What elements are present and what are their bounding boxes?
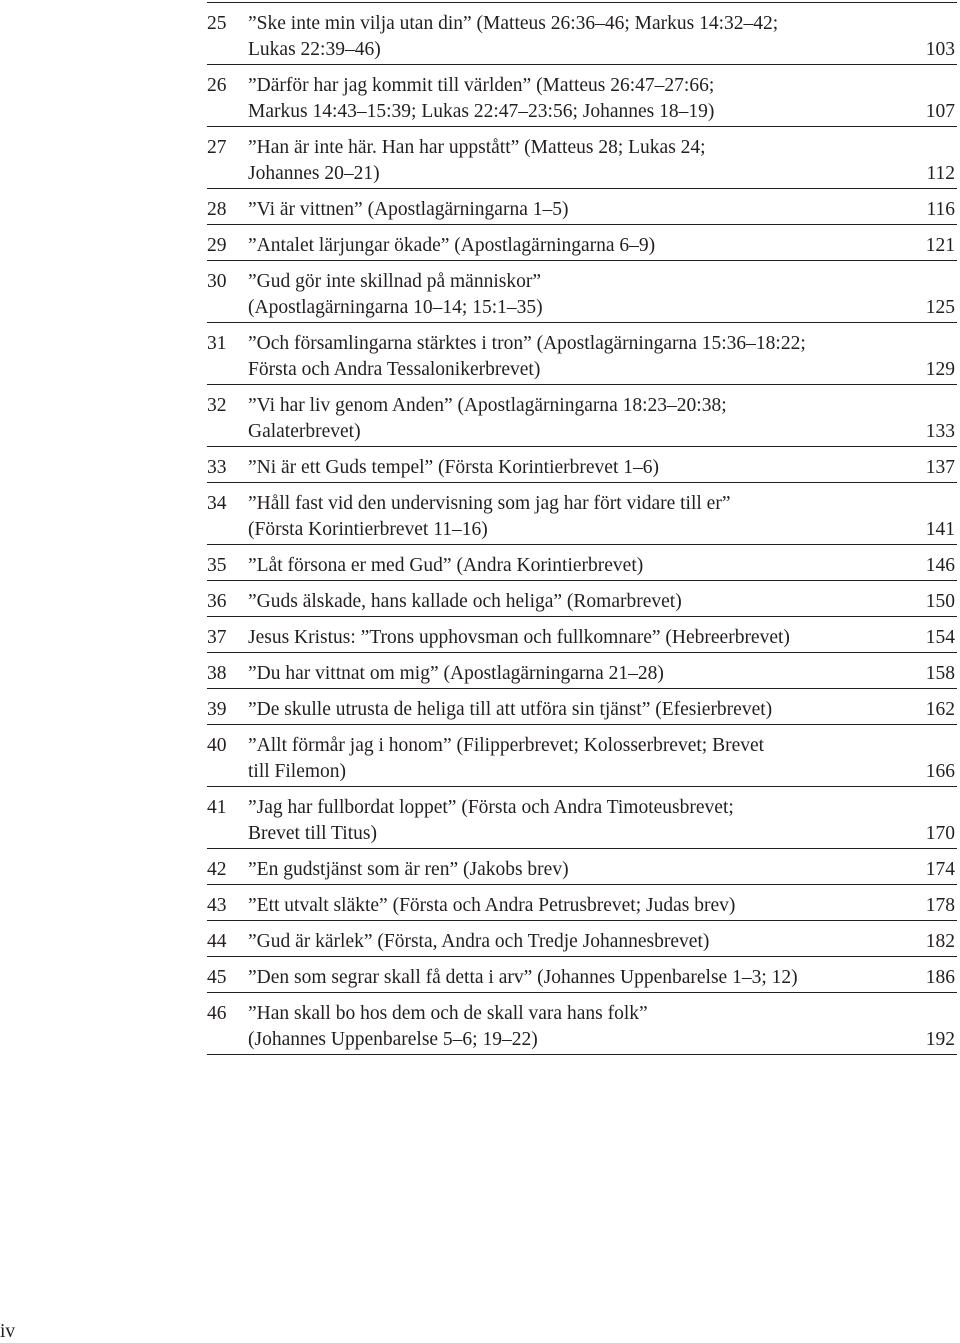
chapter-title [248,857,908,883]
chapter-number: 26 [207,75,227,96]
chapter-title [248,331,908,383]
chapter-title-line: ”Jag har fullbordat loppet” (Första och Andra Timoteusbrevet; [248,797,734,818]
chapter-title [248,11,908,63]
chapter-title [248,1001,908,1053]
toc-entry [207,322,957,384]
chapter-number: 37 [207,627,227,648]
page-number: 154 [925,627,955,648]
chapter-number: 39 [207,699,227,720]
page-number: 125 [925,297,955,318]
chapter-title [248,589,908,615]
chapter-number: 27 [207,137,227,158]
chapter-title-line: ”Håll fast vid den undervisning som jag har fört vidare till er” [248,493,731,514]
chapter-title-line: ”Antalet lärjungar ökade” (Apostlagärningarna 6–9) [248,235,656,256]
chapter-number: 38 [207,663,227,684]
toc-entry [207,616,957,652]
chapter-title-line: ”Allt förmår jag i honom” (Filipperbrevet; Kolosserbrevet; Brevet [248,735,765,756]
chapter-title-line: ”Därför har jag kommit till världen” (Matteus 26:47–27:66; [248,75,715,96]
page-number: 158 [925,663,955,684]
chapter-title-line: ”Ett utvalt släkte” (Första och Andra Petrusbrevet; Judas brev) [248,895,736,916]
chapter-number: 46 [207,1003,227,1024]
chapter-title [248,929,908,955]
chapter-title-line: ”Ske inte min vilja utan din” (Matteus 26:36–46; Markus 14:32–42; [248,13,779,34]
chapter-number: 28 [207,199,227,220]
toc-entry [207,652,957,688]
page-folio: iv [0,1321,16,1342]
chapter-title [248,491,908,543]
page-number: 178 [925,895,955,916]
chapter-title-line: ”Den som segrar skall få detta i arv” (Johannes Uppenbarelse 1–3; 12) [248,967,798,988]
chapter-title-line: Galaterbrevet) [248,421,361,442]
toc-entry [207,126,957,188]
toc-entry [207,580,957,616]
chapter-title [248,269,908,321]
chapter-title-line: (Johannes Uppenbarelse 5–6; 19–22) [248,1029,538,1050]
chapter-title [248,233,908,259]
chapter-title-line: ”Ni är ett Guds tempel” (Första Korintierbrevet 1–6) [248,457,659,478]
page-number: 137 [925,457,955,478]
chapter-title-line: ”Du har vittnat om mig” (Apostlagärningarna 21–28) [248,663,664,684]
chapter-title-line: ”Vi är vittnen” (Apostlagärningarna 1–5) [248,199,569,220]
toc-entry [207,446,957,482]
chapter-title-line: (Första Korintierbrevet 11–16) [248,519,488,540]
chapter-number: 31 [207,333,227,354]
chapter-title-line: Johannes 20–21) [248,163,380,184]
toc-entry [207,544,957,580]
chapter-title [248,197,908,223]
chapter-title-line: Brevet till Titus) [248,823,377,844]
chapter-title-line: ”De skulle utrusta de heliga till att utföra sin tjänst” (Efesierbrevet) [248,699,773,720]
chapter-title-line: ”Guds älskade, hans kallade och heliga” (Romarbrevet) [248,591,682,612]
chapter-title-line: ”Vi har liv genom Anden” (Apostlagärningarna 18:23–20:38; [248,395,727,416]
toc-entry [207,724,957,786]
page-number: 182 [925,931,955,952]
page-number: 112 [926,163,955,184]
chapter-title [248,135,908,187]
chapter-title [248,893,908,919]
toc-entry [207,956,957,992]
chapter-title [248,795,908,847]
page-number: 170 [925,823,955,844]
chapter-title-line: ”Låt försona er med Gud” (Andra Korintierbrevet) [248,555,644,576]
chapter-number: 25 [207,13,227,34]
page-number: 166 [925,761,955,782]
chapter-title-line: Lukas 22:39–46) [248,39,381,60]
chapter-title-line: Första och Andra Tessalonikerbrevet) [248,359,541,380]
chapter-number: 45 [207,967,227,988]
chapter-number: 44 [207,931,227,952]
page-number: 146 [925,555,955,576]
page-number: 121 [925,235,955,256]
toc-entry [207,688,957,724]
chapter-title-line: ”Han är inte här. Han har uppstått” (Matteus 28; Lukas 24; [248,137,706,158]
toc-entry [207,920,957,956]
chapter-title-line: ”Gud är kärlek” (Första, Andra och Tredje Johannesbrevet) [248,931,710,952]
chapter-number: 40 [207,735,227,756]
toc-entry [207,188,957,224]
chapter-title-line: ”Och församlingarna stärktes i tron” (Apostlagärningarna 15:36–18:22; [248,333,806,354]
page-number: 116 [926,199,955,220]
table-of-contents [207,2,957,1055]
chapter-title-line: Jesus Kristus: ”Trons upphovsman och fullkomnare” (Hebreerbrevet) [248,627,790,648]
toc-entry [207,224,957,260]
chapter-number: 43 [207,895,227,916]
chapter-number: 42 [207,859,227,880]
page-number: 103 [925,39,955,60]
chapter-number: 33 [207,457,227,478]
toc-entry [207,884,957,920]
chapter-number: 32 [207,395,227,416]
chapter-number: 36 [207,591,227,612]
chapter-title [248,661,908,687]
chapter-title-line: ”Gud gör inte skillnad på människor” [248,271,541,292]
chapter-title-line: ”En gudstjänst som är ren” (Jakobs brev) [248,859,569,880]
chapter-title-line: Markus 14:43–15:39; Lukas 22:47–23:56; Johannes 18–19) [248,101,715,122]
toc-entry [207,64,957,126]
chapter-title-line: till Filemon) [248,761,347,782]
chapter-number: 30 [207,271,227,292]
page-number: 174 [925,859,955,880]
chapter-number: 35 [207,555,227,576]
page-number: 133 [925,421,955,442]
chapter-number: 29 [207,235,227,256]
page-number: 129 [925,359,955,380]
chapter-title [248,393,908,445]
page-number: 150 [925,591,955,612]
toc-entry [207,2,957,64]
page-number: 141 [925,519,955,540]
page-number: 162 [925,699,955,720]
toc-entry [207,992,957,1054]
chapter-title-line: ”Han skall bo hos dem och de skall vara hans folk” [248,1003,648,1024]
chapter-number: 34 [207,493,227,514]
chapter-title [248,553,908,579]
page-number: 107 [925,101,955,122]
chapter-title-line: (Apostlagärningarna 10–14; 15:1–35) [248,297,543,318]
page-number: 192 [925,1029,955,1050]
chapter-number: 41 [207,797,227,818]
chapter-title [248,965,908,991]
chapter-title [248,455,908,481]
toc-entry [207,848,957,884]
toc-entry [207,260,957,322]
toc-bottom-rule [207,1054,957,1055]
chapter-title [248,73,908,125]
chapter-title [248,697,908,723]
chapter-title [248,733,908,785]
toc-entry [207,786,957,848]
toc-entry [207,482,957,544]
page-number: 186 [925,967,955,988]
chapter-title [248,625,908,651]
toc-entry [207,384,957,446]
